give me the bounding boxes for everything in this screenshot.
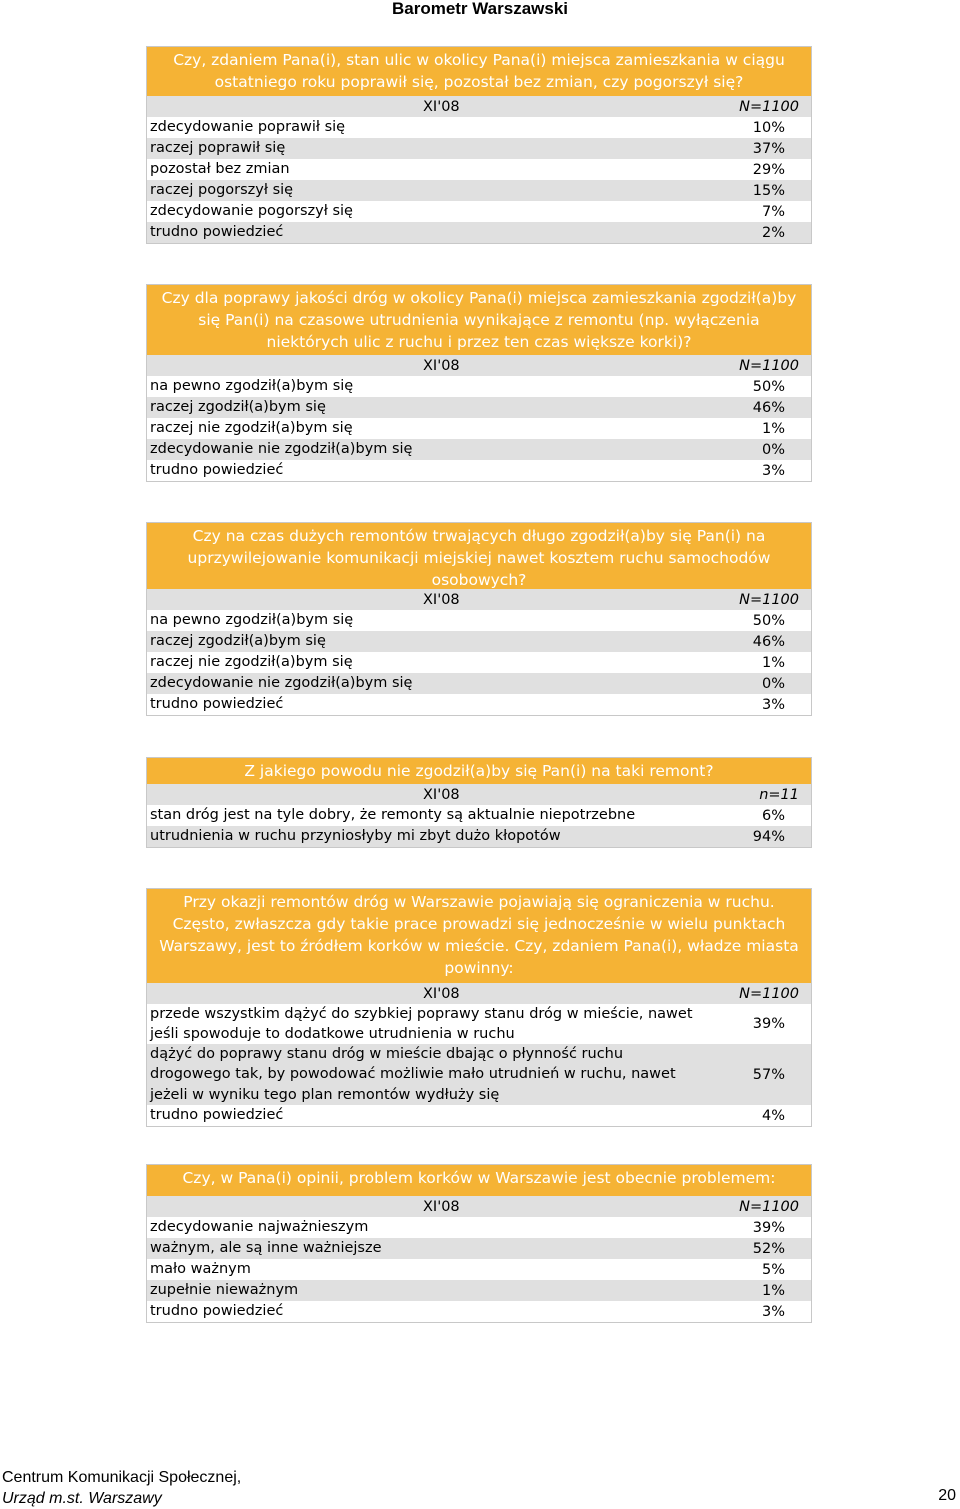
survey-table-refusal-reason xyxy=(146,757,812,848)
table-row xyxy=(147,418,811,439)
table-row xyxy=(147,397,811,418)
table-row xyxy=(147,631,811,652)
answer-percent: 7% xyxy=(761,203,785,220)
table-row xyxy=(147,180,811,201)
answer-percent: 15% xyxy=(752,182,785,199)
answer-label: raczej nie zgodził(a)bym się xyxy=(150,420,353,437)
survey-table-city-authorities xyxy=(146,888,812,1127)
answer-label: trudno powiedzieć xyxy=(150,696,284,713)
answer-label: stan dróg jest na tyle dobry, że remonty są aktualnie niepotrzebne xyxy=(150,807,636,824)
wave-label: XI'08 xyxy=(423,985,460,1002)
wave-label: XI'08 xyxy=(423,98,460,115)
answer-percent: 1% xyxy=(761,654,785,671)
table-row xyxy=(147,222,811,243)
question-box: Przy okazji remontów dróg w Warszawie pojawiają się ograniczenia w ruchu. Często, zwłaszcza gdy takie prace prowadzi się jednocześnie w wielu punktach Warszawy, jest to źródłem korków w mieście. Czy, zdaniem Pana(i), władze miasta powinny: xyxy=(147,889,811,983)
answer-percent: 29% xyxy=(752,161,785,178)
wave-label: XI'08 xyxy=(423,357,460,374)
table-row xyxy=(147,1004,811,1044)
answer-label: utrudnienia w ruchu przyniosłyby mi zbyt dużo kłopotów xyxy=(150,828,561,845)
answer-label: pozostał bez zmian xyxy=(150,161,290,178)
answer-label: trudno powiedzieć xyxy=(150,1303,284,1320)
answer-percent: 6% xyxy=(761,807,785,824)
answer-percent: 50% xyxy=(752,612,785,629)
answer-label: trudno powiedzieć xyxy=(150,224,284,241)
answer-label: zdecydowanie nie zgodził(a)bym się xyxy=(150,441,413,458)
survey-table-road-repair-consent xyxy=(146,284,812,482)
wave-label: XI'08 xyxy=(423,1198,460,1215)
sample-size: N=1100 xyxy=(739,357,799,374)
table-row xyxy=(147,117,811,138)
answer-percent: 94% xyxy=(752,828,785,845)
answer-percent: 0% xyxy=(761,675,785,692)
answer-label: raczej zgodził(a)bym się xyxy=(150,399,326,416)
survey-table-traffic-jams-problem xyxy=(146,1164,812,1323)
answer-percent: 46% xyxy=(752,399,785,416)
document-title: Barometr Warszawski xyxy=(391,0,569,18)
answer-percent: 3% xyxy=(761,696,785,713)
answer-label: zdecydowanie nie zgodził(a)bym się xyxy=(150,675,413,692)
question-box: Czy dla poprawy jakości dróg w okolicy Pana(i) miejsca zamieszkania zgodził(a)by się Pan(i) na czasowe utrudnienia wynikające z remontu (np. wyłączenia niektórych ulic z ruchu i przez ten czas większe korki)? xyxy=(147,285,811,355)
table-row xyxy=(147,805,811,826)
footer-office: Urząd m.st. Warszawy xyxy=(2,1490,162,1507)
table-row xyxy=(147,159,811,180)
table-row xyxy=(147,1238,811,1259)
answer-percent: 1% xyxy=(761,1282,785,1299)
page-number: 20 xyxy=(938,1487,956,1504)
table-row xyxy=(147,610,811,631)
answer-label: zdecydowanie poprawił się xyxy=(150,119,346,136)
question-box: Czy na czas dużych remontów trwających długo zgodził(a)by się Pan(i) na uprzywilejowanie komunikacji miejskiej nawet kosztem ruchu samochodów osobowych? xyxy=(147,523,811,589)
table-row xyxy=(147,1044,811,1105)
survey-table-public-transport-priority xyxy=(146,522,812,716)
answer-label: raczej zgodził(a)bym się xyxy=(150,633,326,650)
table-row xyxy=(147,673,811,694)
table-row xyxy=(147,460,811,481)
answer-percent: 4% xyxy=(761,1107,785,1124)
table-header-row xyxy=(147,983,811,1004)
answer-label: trudno powiedzieć xyxy=(150,462,284,479)
table-header-row xyxy=(147,1196,811,1217)
answer-label: trudno powiedzieć xyxy=(150,1107,284,1124)
table-row xyxy=(147,694,811,715)
table-header-row xyxy=(147,355,811,376)
sample-size: N=1100 xyxy=(739,98,799,115)
table-row xyxy=(147,652,811,673)
wave-label: XI'08 xyxy=(423,591,460,608)
table-row xyxy=(147,1259,811,1280)
answer-label: dążyć do poprawy stanu dróg w mieście dbając o płynność ruchu drogowego tak, by powodować możliwie mało utrudnień w ruchu, nawet jeżeli w wyniku tego plan remontów wydłuży się xyxy=(150,1045,676,1103)
answer-percent: 10% xyxy=(752,119,785,136)
table-row xyxy=(147,201,811,222)
sample-size: n=11 xyxy=(759,786,799,803)
answer-label: ważnym, ale są inne ważniejsze xyxy=(150,1240,382,1257)
table-row xyxy=(147,376,811,397)
sample-size: N=1100 xyxy=(739,591,799,608)
answer-label: przede wszystkim dążyć do szybkiej poprawy stanu dróg w mieście, nawet jeśli spowoduje to dodatkowe utrudnienia w ruchu xyxy=(150,1005,693,1042)
table-row xyxy=(147,1280,811,1301)
answer-label: mało ważnym xyxy=(150,1261,251,1278)
sample-size: N=1100 xyxy=(739,1198,799,1215)
table-row xyxy=(147,138,811,159)
answer-label: raczej nie zgodził(a)bym się xyxy=(150,654,353,671)
footer-organization: Centrum Komunikacji Społecznej, xyxy=(2,1469,242,1486)
table-row xyxy=(147,1105,811,1126)
answer-percent: 3% xyxy=(761,1303,785,1320)
table-row xyxy=(147,439,811,460)
survey-table-street-condition xyxy=(146,46,812,244)
table-row xyxy=(147,826,811,847)
answer-percent: 39% xyxy=(752,1016,785,1032)
table-header-row xyxy=(147,784,811,805)
answer-percent: 57% xyxy=(752,1066,785,1083)
answer-percent: 5% xyxy=(761,1261,785,1278)
answer-label: na pewno zgodził(a)bym się xyxy=(150,612,354,629)
answer-percent: 39% xyxy=(752,1219,785,1236)
table-header-row xyxy=(147,589,811,610)
sample-size: N=1100 xyxy=(739,985,799,1002)
answer-percent: 37% xyxy=(752,140,785,157)
footer xyxy=(2,1467,241,1509)
answer-percent: 0% xyxy=(761,441,785,458)
wave-label: XI'08 xyxy=(423,786,460,803)
question-box: Czy, w Pana(i) opinii, problem korków w Warszawie jest obecnie problemem: xyxy=(147,1165,811,1196)
answer-percent: 52% xyxy=(752,1240,785,1257)
answer-label: zupełnie nieważnym xyxy=(150,1282,299,1299)
answer-percent: 2% xyxy=(761,224,785,241)
table-row xyxy=(147,1217,811,1238)
answer-label: raczej pogorszył się xyxy=(150,182,294,199)
answer-label: zdecydowanie najważnieszym xyxy=(150,1219,369,1236)
answer-label: na pewno zgodził(a)bym się xyxy=(150,378,354,395)
question-box: Czy, zdaniem Pana(i), stan ulic w okolicy Pana(i) miejsca zamieszkania w ciągu ostatniego roku poprawił się, pozostał bez zmian, czy pogorszył się? xyxy=(147,47,811,96)
answer-percent: 1% xyxy=(761,420,785,437)
answer-label: raczej poprawił się xyxy=(150,140,286,157)
answer-label: zdecydowanie pogorszył się xyxy=(150,203,353,220)
table-row xyxy=(147,1301,811,1322)
answer-percent: 50% xyxy=(752,378,785,395)
table-header-row xyxy=(147,96,811,117)
answer-percent: 46% xyxy=(752,633,785,650)
question-box: Z jakiego powodu nie zgodził(a)by się Pan(i) na taki remont? xyxy=(147,758,811,784)
answer-percent: 3% xyxy=(761,462,785,479)
